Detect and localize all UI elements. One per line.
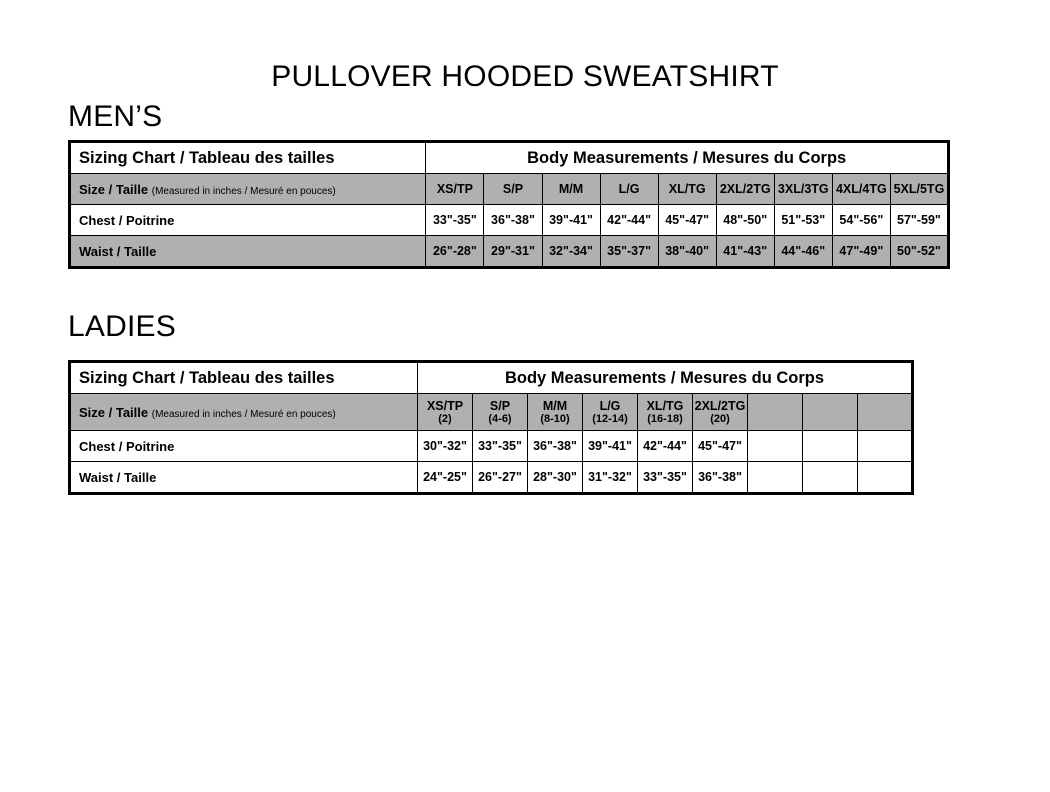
measurement-cell: 36"-38" <box>484 205 542 236</box>
table-size-row <box>70 394 913 431</box>
table-row <box>70 205 949 236</box>
size-header-cell-empty <box>748 394 803 431</box>
measurement-cell: 26"-27" <box>473 462 528 494</box>
measurement-cell: 44"-46" <box>774 236 832 268</box>
sizing-chart-header: Sizing Chart / Tableau des tailles <box>70 362 418 394</box>
size-header-cell: XL/TG (16-18) <box>638 394 693 431</box>
body-measurements-header: Body Measurements / Mesures du Corps <box>426 142 949 174</box>
size-header-cell: S/P <box>484 174 542 205</box>
section-label-ladies: LADIES <box>68 310 176 343</box>
table-row <box>70 462 913 494</box>
measurement-cell-empty <box>803 462 858 494</box>
measurement-cell: 45"-47" <box>658 205 716 236</box>
measurement-cell: 35"-37" <box>600 236 658 268</box>
page-title: PULLOVER HOODED SWEATSHIRT <box>271 60 779 93</box>
measurement-cell: 29"-31" <box>484 236 542 268</box>
size-header-cell: 2XL/2TG (20) <box>693 394 748 431</box>
measurement-cell: 48"-50" <box>716 205 774 236</box>
measurement-cell: 36"-38" <box>693 462 748 494</box>
measurement-cell: 26"-28" <box>426 236 484 268</box>
size-header-cell: M/M (8-10) <box>528 394 583 431</box>
table-header-row <box>70 362 913 394</box>
measurement-cell: 51"-53" <box>774 205 832 236</box>
measurement-cell: 33"-35" <box>426 205 484 236</box>
table-row <box>70 431 913 462</box>
size-header-cell: 3XL/3TG <box>774 174 832 205</box>
measurement-cell: 28"-30" <box>528 462 583 494</box>
measurement-cell: 47"-49" <box>832 236 890 268</box>
measurement-cell: 33"-35" <box>473 431 528 462</box>
size-header-cell: 5XL/5TG <box>890 174 948 205</box>
table-header-row <box>70 142 949 174</box>
size-row-label: Size / Taille (Measured in inches / Mesuré en pouces) <box>70 394 418 431</box>
measurement-cell: 33"-35" <box>638 462 693 494</box>
measurement-cell-empty <box>803 431 858 462</box>
row-label-waist: Waist / Taille <box>70 462 418 494</box>
measurement-cell-empty <box>858 462 913 494</box>
body-measurements-header: Body Measurements / Mesures du Corps <box>418 362 913 394</box>
size-header-cell: L/G (12-14) <box>583 394 638 431</box>
table-size-row <box>70 174 949 205</box>
size-row-label: Size / Taille (Measured in inches / Mesuré en pouces) <box>70 174 426 205</box>
measurement-cell: 41"-43" <box>716 236 774 268</box>
size-header-cell: M/M <box>542 174 600 205</box>
row-label-waist: Waist / Taille <box>70 236 426 268</box>
size-header-cell-empty <box>858 394 913 431</box>
measurement-cell: 39"-41" <box>583 431 638 462</box>
measurement-cell: 39"-41" <box>542 205 600 236</box>
measurement-cell-empty <box>748 462 803 494</box>
measurement-cell: 36"-38" <box>528 431 583 462</box>
table-row <box>70 236 949 268</box>
measurement-cell: 38"-40" <box>658 236 716 268</box>
measurement-cell: 42"-44" <box>600 205 658 236</box>
size-header-cell-empty <box>803 394 858 431</box>
measurement-cell: 45"-47" <box>693 431 748 462</box>
row-label-chest: Chest / Poitrine <box>70 431 418 462</box>
measurement-cell: 50"-52" <box>890 236 948 268</box>
size-header-cell: XL/TG <box>658 174 716 205</box>
section-label-mens: MEN’S <box>68 100 163 133</box>
size-header-cell: 2XL/2TG <box>716 174 774 205</box>
measurement-cell: 42"-44" <box>638 431 693 462</box>
mens-size-table <box>68 140 950 269</box>
measurement-cell: 31"-32" <box>583 462 638 494</box>
measurement-cell: 57"-59" <box>890 205 948 236</box>
size-header-cell: XS/TP (2) <box>418 394 473 431</box>
measurement-cell: 54"-56" <box>832 205 890 236</box>
measurement-cell-empty <box>748 431 803 462</box>
size-header-cell: XS/TP <box>426 174 484 205</box>
measurement-cell: 24"-25" <box>418 462 473 494</box>
row-label-chest: Chest / Poitrine <box>70 205 426 236</box>
measurement-cell: 32"-34" <box>542 236 600 268</box>
size-header-cell: 4XL/4TG <box>832 174 890 205</box>
measurement-cell-empty <box>858 431 913 462</box>
ladies-size-table <box>68 360 914 495</box>
size-header-cell: S/P (4-6) <box>473 394 528 431</box>
size-header-cell: L/G <box>600 174 658 205</box>
sizing-chart-header: Sizing Chart / Tableau des tailles <box>70 142 426 174</box>
measurement-cell: 30"-32" <box>418 431 473 462</box>
